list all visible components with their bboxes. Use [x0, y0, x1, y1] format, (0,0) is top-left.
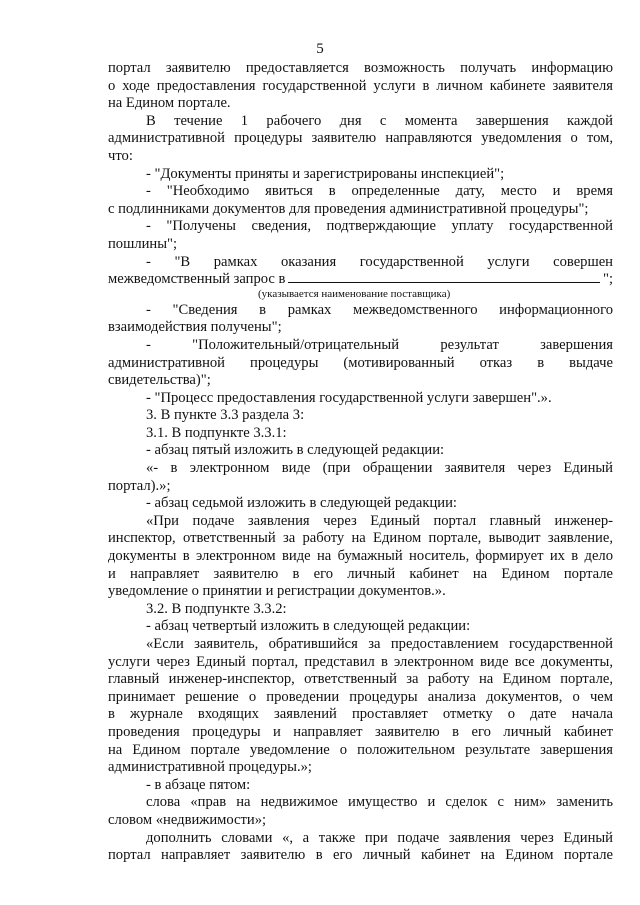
paragraph-8 — [108, 337, 613, 390]
paragraph-19 — [108, 777, 613, 795]
paragraph-3 — [108, 166, 613, 184]
text-line: административной процедуры.»; — [108, 759, 312, 776]
text-line: В течение 1 рабочего дня с момента завершения каждой — [146, 112, 613, 129]
paragraph-7 — [108, 302, 613, 337]
text-line: - "Положительный/отрицательный результат завершения — [146, 336, 613, 353]
paragraph-11 — [108, 425, 613, 443]
text-line: на Едином портале уведомление о положительном результате завершения — [108, 741, 613, 758]
text-line: инспектор, ответственный за работу на Едином портале, выводит заявление, — [108, 530, 613, 547]
text-line: административной процедуры заявителю направляются уведомления о том, — [108, 130, 613, 147]
text-line: услуги через Единый портал, представил в электронном виде все документы, — [108, 653, 613, 670]
paragraph-17 — [108, 618, 613, 636]
blank-field-line — [108, 271, 613, 289]
paragraph-20 — [108, 794, 613, 829]
text-line: 3.2. В подпункте 3.3.2: — [146, 600, 287, 617]
text-line: межведомственный запрос в — [108, 271, 286, 288]
text-line: административной процедуры (мотивированный отказ в выдаче — [108, 354, 613, 371]
text-line: свидетельства)"; — [108, 372, 211, 389]
text-line: пошлины"; — [108, 235, 178, 252]
text-line: - "Получены сведения, подтверждающие уплату государственной — [146, 218, 613, 235]
text-line: «- в электронном виде (при обращении заявителя через Единый — [146, 460, 613, 477]
paragraph-18 — [108, 636, 613, 777]
text-line: 3.1. В подпункте 3.3.1: — [146, 424, 287, 441]
text-line: дополнить словами «, а также при подаче заявления через Единый — [146, 829, 613, 846]
text-line: в журнале входящих заявлений проставляет отметку о дате начала — [108, 706, 613, 723]
text-line: на Едином портале. — [108, 95, 231, 112]
paragraph-1 — [108, 60, 613, 113]
text-line: портал).»; — [108, 477, 171, 494]
text-line: - абзац четвертый изложить в следующей редакции: — [146, 618, 471, 635]
text-line: документы в электронном виде на бумажный носитель, формирует их в дело — [108, 548, 613, 565]
paragraph-14 — [108, 495, 613, 513]
blank-caption: (указывается наименование поставщика) — [258, 287, 451, 300]
text-line: - абзац седьмой изложить в следующей редакции: — [146, 495, 457, 512]
paragraph-12 — [108, 442, 613, 460]
text-line: - в абзаце пятом: — [146, 776, 251, 793]
page-number: 5 — [316, 41, 324, 57]
paragraph-6 — [108, 254, 613, 301]
text-line: - "Процесс предоставления государственной услуги завершен".». — [146, 389, 552, 406]
blank-underline — [288, 281, 600, 283]
document-body — [108, 60, 613, 865]
text-line: проведения процедуры и направляет заявителю в его личный кабинет — [108, 723, 613, 740]
paragraph-4 — [108, 183, 613, 218]
text-line: взаимодействия получены"; — [108, 319, 282, 336]
paragraph-2 — [108, 113, 613, 166]
text-line: "; — [602, 271, 613, 288]
text-line: уведомление о принятии и регистрации документов.». — [108, 583, 446, 600]
text-line: с подлинниками документов для проведения административной процедуры"; — [108, 200, 589, 217]
paragraph-16 — [108, 601, 613, 619]
text-line: - "Сведения в рамках межведомственного информационного — [146, 301, 613, 318]
text-line: что: — [108, 147, 133, 164]
paragraph-13 — [108, 460, 613, 495]
paragraph-10 — [108, 407, 613, 425]
text-line: о ходе предоставления государственной услуги в личном кабинете заявителя — [108, 77, 613, 94]
text-line: - "В рамках оказания государственной услуги совершен — [146, 253, 613, 270]
text-line: словом «недвижимости»; — [108, 811, 267, 828]
text-line: слова «прав на недвижимое имущество и сделок с ним» заменить — [146, 794, 613, 811]
text-line: принимает решение о проведении процедуры анализа документов, о чем — [108, 688, 613, 705]
text-line: главный инженер-инспектор, ответственный за работу на Едином портале, — [108, 671, 613, 688]
paragraph-15 — [108, 513, 613, 601]
text-line: «При подаче заявления через Единый портал главный инженер- — [146, 512, 613, 529]
text-line: - абзац пятый изложить в следующей редакции: — [146, 442, 445, 459]
paragraph-9 — [108, 390, 613, 408]
text-line: портал заявителю предоставляется возможность получать информацию — [108, 60, 613, 76]
text-line: и направляет заявителю в его личный кабинет на Едином портале — [108, 565, 613, 582]
text-line: 3. В пункте 3.3 раздела 3: — [146, 407, 305, 424]
paragraph-5 — [108, 218, 613, 253]
text-line: «Если заявитель, обратившийся за предоставлением государственной — [146, 636, 613, 652]
text-line: портал направляет заявителю в его личный кабинет на Едином портале — [108, 847, 613, 864]
text-line: - "Документы приняты и зарегистрированы инспекцией"; — [146, 165, 505, 182]
text-line: - "Необходимо явиться в определенные дату, место и время — [146, 183, 613, 200]
paragraph-21 — [108, 830, 613, 865]
